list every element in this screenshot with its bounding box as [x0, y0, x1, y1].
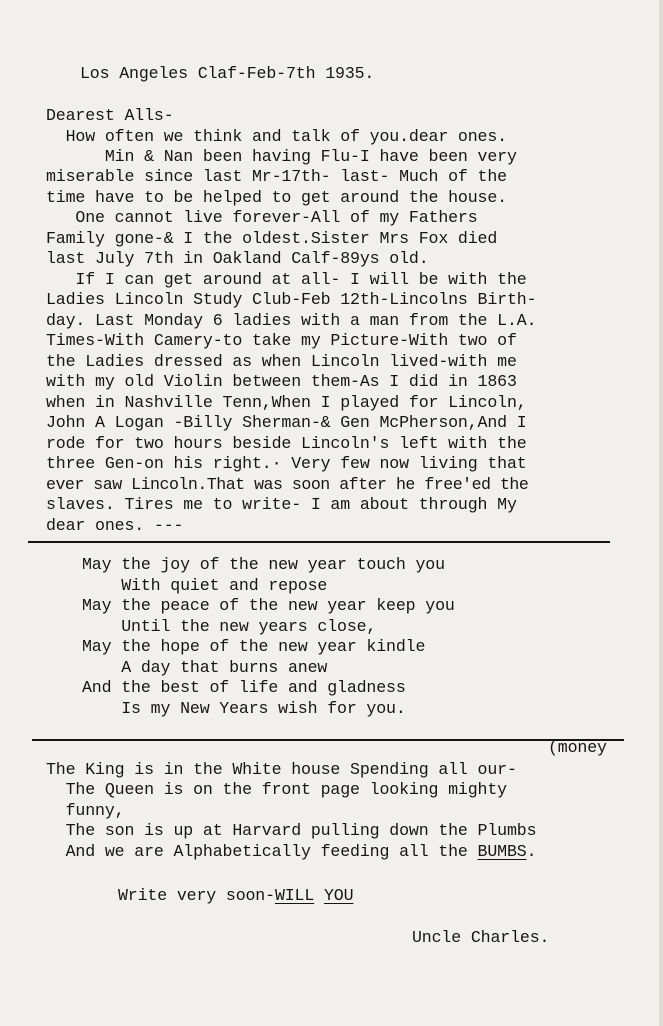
section-divider [28, 541, 610, 543]
poem-line: May the hope of the new year kindle [82, 637, 426, 656]
body-line: Times-With Camery-to take my Picture-With two of [46, 331, 517, 350]
body-line: dear ones. --- [46, 516, 184, 535]
margin-note: (money [548, 738, 607, 757]
verse-line-last [46, 842, 536, 862]
poem-line: A day that burns anew [82, 658, 328, 677]
poem-line: Until the new years close, [82, 617, 377, 636]
section-divider [32, 739, 624, 741]
signature: Uncle Charles. [412, 928, 550, 947]
body-line: three Gen-on his right.· Very few now living that [46, 454, 527, 473]
body-line: last July 7th in Oakland Calf-89ys old. [46, 249, 429, 268]
verse-line: The son is up at Harvard pulling down the Plumbs [46, 821, 537, 840]
body-line: If I can get around at all- I will be with the [46, 270, 527, 289]
poem-line: And the best of life and gladness [82, 678, 406, 697]
body-line: rode for two hours beside Lincoln's left with the [46, 434, 527, 453]
dateline: Los Angeles Claf-Feb-7th 1935. [80, 64, 375, 83]
body-line: One cannot live forever-All of my Fathers [46, 208, 478, 227]
poem-line: May the peace of the new year keep you [82, 596, 455, 615]
body-line: Family gone-& I the oldest.Sister Mrs Fox died [46, 229, 498, 248]
body-line: when in Nashville Tenn,When I played for Lincoln, [46, 393, 527, 412]
body-line: slaves. Tires me to write- I am about through My [46, 495, 517, 514]
closing-request-text: Write very soon- [118, 886, 275, 905]
body-line: ever saw Lincoln.That was soon after he free'ed the [46, 475, 529, 494]
body-line: the Ladies dressed as when Lincoln lived-with me [46, 352, 517, 371]
poem-line: Is my New Years wish for you. [82, 699, 406, 718]
body-line: day. Last Monday 6 ladies with a man from the L.A. [46, 311, 537, 330]
closing-space [314, 886, 324, 905]
poem-line: May the joy of the new year touch you [82, 555, 445, 574]
verse-line: funny, [46, 801, 125, 820]
body-line: John A Logan -Billy Sherman-& Gen McPherson,And I [46, 413, 527, 432]
verse-line: The Queen is on the front page looking mighty [46, 780, 507, 799]
body-line: How often we think and talk of you.dear ones. [46, 127, 507, 146]
body-line: with my old Violin between them-As I did in 1863 [46, 372, 517, 391]
salutation: Dearest Alls- [46, 106, 174, 125]
body-line: Ladies Lincoln Study Club-Feb 12th-Lincolns Birth- [46, 290, 537, 309]
paper-edge [659, 0, 663, 1026]
poem-line: With quiet and repose [82, 576, 328, 595]
underlined-you: YOU [323, 886, 354, 905]
body-line: time have to be helped to get around the house. [46, 188, 507, 207]
body-line: Min & Nan been having Flu-I have been very [46, 147, 517, 166]
closing-request [118, 886, 353, 906]
verse-punct: . [526, 842, 537, 861]
verse-line-text: And we are Alphabetically feeding all the [46, 842, 478, 861]
underlined-will: WILL [274, 886, 315, 905]
verse-line: The King is in the White house Spending all our- [46, 760, 517, 779]
body-line: miserable since last Mr-17th- last- Much of the [46, 167, 507, 186]
underlined-word: BUMBS [477, 842, 527, 861]
